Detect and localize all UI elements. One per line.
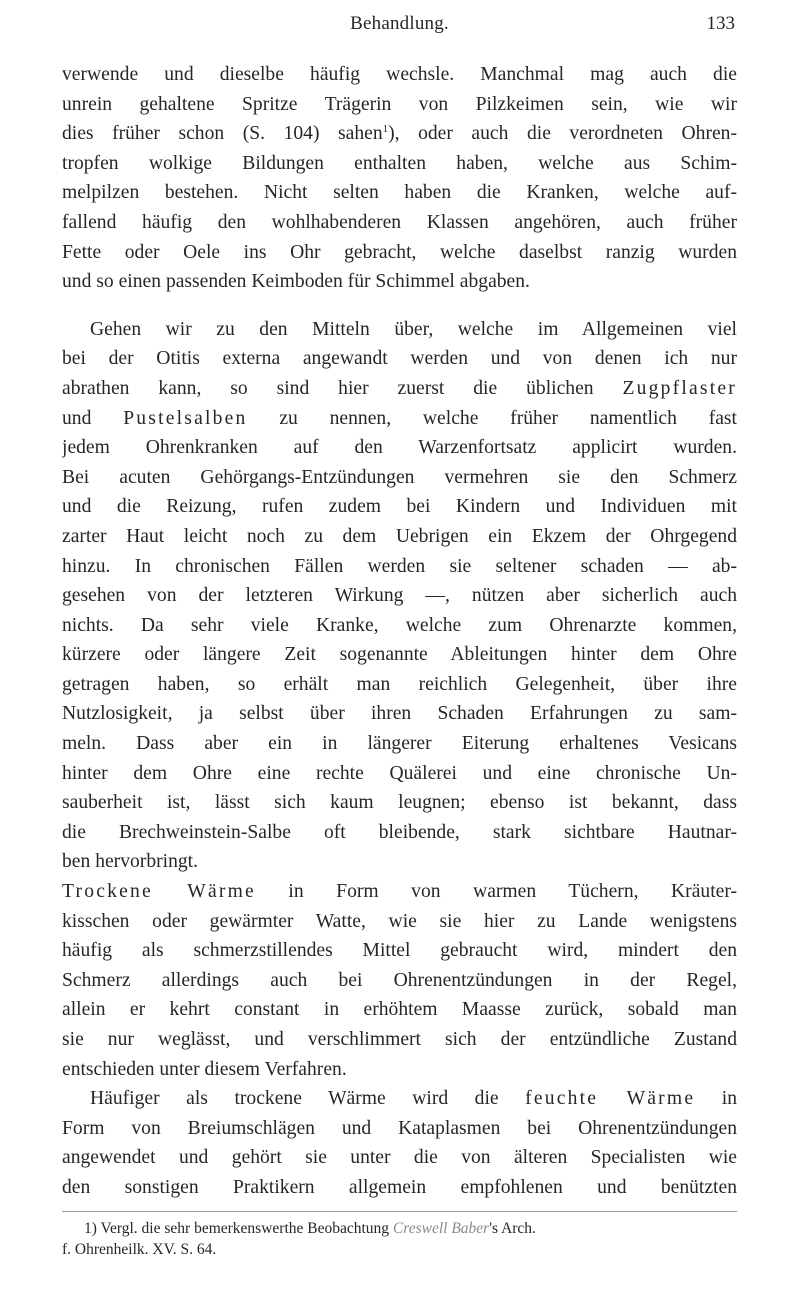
emphasis-term: Trockene Wärme	[62, 881, 256, 903]
footnote-rule	[62, 1211, 737, 1212]
text-line: jedem Ohrenkranken auf den Warzenfortsatz applicirt wurden.	[62, 437, 737, 459]
paragraph-2	[62, 315, 737, 877]
text-line: unrein gehaltene Spritze Trägerin von Pilzkeimen sein, wie wir	[62, 93, 737, 115]
text-line: den sonstigen Praktikern allgemein empfohlenen und benützten	[62, 1176, 737, 1198]
text-line: Form von Breiumschlägen und Kataplasmen bei Ohrenentzündungen	[62, 1117, 737, 1139]
text-line: angewendet und gehört sie unter die von älteren Specialisten wie	[62, 1147, 737, 1169]
text-line: bei der Otitis externa angewandt werden und von denen ich nur	[62, 348, 737, 370]
footnote-marker-label: 1)	[84, 1219, 97, 1237]
footnote-text: Vergl. die sehr bemerkenswerthe Beobachtung	[96, 1219, 393, 1237]
emphasis-term: Pustelsalben	[123, 407, 248, 429]
text-line: tropfen wolkige Bildungen enthalten haben, welche aus Schim-	[62, 152, 737, 174]
text-line: melpilzen bestehen. Nicht selten haben die Kranken, welche auf-	[62, 182, 737, 204]
text-line: verwende und dieselbe häufig wechsle. Manchmal mag auch die	[62, 64, 737, 85]
text-line	[62, 119, 737, 149]
text-line: Nutzlosigkeit, ja selbst über ihren Schaden Erfahrungen zu sam-	[62, 703, 737, 725]
text-segment: ), oder auch die verordneten Ohren-	[388, 123, 737, 145]
text-line: die Brechweinstein-Salbe oft bleibende, stark sichtbare Hautnar-	[62, 821, 737, 843]
footnote-line: f. Ohrenheilk. XV. S. 64.	[62, 1240, 217, 1258]
text-line: gesehen von der letzteren Wirkung —, nützen aber sicherlich auch	[62, 585, 737, 607]
text-line	[62, 374, 737, 404]
text-line: häufig als schmerzstillendes Mittel gebraucht wird, mindert den	[62, 940, 737, 962]
text-line: und die Reizung, rufen zudem bei Kindern und Individuen mit	[62, 496, 737, 518]
text-segment: abrathen kann, so sind hier zuerst die üblichen	[62, 377, 623, 399]
text-line	[62, 1084, 737, 1114]
footnote-text: 's Arch.	[489, 1219, 536, 1237]
text-line: entschieden unter diesem Verfahren.	[62, 1058, 347, 1080]
text-line: ben hervorbringt.	[62, 851, 199, 873]
text-line: kürzere oder längere Zeit sogenannte Ableitungen hinter dem Ohre	[62, 644, 737, 666]
paragraph-gap	[62, 297, 737, 315]
text-line: Schmerz allerdings auch bei Ohrenentzündungen in der Regel,	[62, 969, 737, 991]
text-line: meln. Dass aber ein in längerer Eiterung erhaltenes Vesicans	[62, 733, 737, 755]
emphasis-term: Zugpflaster	[622, 377, 737, 399]
text-line: und so einen passenden Keimboden für Schimmel abgaben.	[62, 271, 530, 293]
text-line: fallend häufig den wohlhabenderen Klassen angehören, auch früher	[62, 211, 737, 233]
text-line: getragen haben, so erhält man reichlich Gelegenheit, über ihre	[62, 673, 737, 695]
text-segment: in	[695, 1088, 737, 1110]
text-line: zarter Haut leicht noch zu dem Uebrigen ein Ekzem der Ohrgegend	[62, 525, 737, 547]
footnote-line	[62, 1218, 737, 1239]
text-line: hinzu. In chronischen Fällen werden sie seltener schaden — ab-	[62, 555, 737, 577]
text-line: Fette oder Oele ins Ohr gebracht, welche daselbst ranzig wurden	[62, 241, 737, 263]
header-title: Behandlung.	[350, 13, 449, 34]
text-segment: dies früher schon (S. 104) sahen	[62, 123, 383, 145]
emphasis-term: feuchte Wärme	[525, 1088, 696, 1110]
running-head	[62, 0, 737, 60]
paragraph-1	[62, 60, 737, 297]
footnote-marker: 1	[382, 123, 389, 136]
text-line: hinter dem Ohre eine rechte Quälerei und eine chronische Un-	[62, 762, 737, 784]
text-segment: Häufiger als trockene Wärme wird die	[90, 1088, 526, 1110]
text-line: sauberheit ist, lässt sich kaum leugnen; ebenso ist bekannt, dass	[62, 792, 737, 814]
text-line	[62, 877, 737, 907]
book-page	[62, 0, 737, 1260]
text-line: sie nur weglässt, und verschlimmert sich der entzündliche Zustand	[62, 1029, 737, 1050]
paragraph-4	[62, 1084, 737, 1202]
text-line: nichts. Da sehr viele Kranke, welche zum Ohrenarzte kommen,	[62, 614, 737, 636]
text-line: Gehen wir zu den Mitteln über, welche im Allgemeinen viel	[90, 318, 737, 340]
text-segment: und	[62, 407, 124, 429]
footnote	[62, 1218, 737, 1260]
text-segment: in Form von warmen Tüchern, Kräuter-	[255, 881, 737, 903]
paragraph-3	[62, 877, 737, 1084]
text-line: Bei acuten Gehörgangs-Entzündungen vermehren sie den Schmerz	[62, 466, 737, 488]
text-segment: zu nennen, welche früher namentlich fast	[247, 407, 737, 429]
text-line	[62, 404, 737, 434]
text-line: kisschen oder gewärmter Watte, wie sie hier zu Lande wenigstens	[62, 910, 737, 932]
text-line: allein er kehrt constant in erhöhtem Maasse zurück, sobald man	[62, 999, 737, 1021]
footnote-citation: Creswell Baber	[392, 1219, 490, 1237]
page-number: 133	[706, 13, 735, 34]
